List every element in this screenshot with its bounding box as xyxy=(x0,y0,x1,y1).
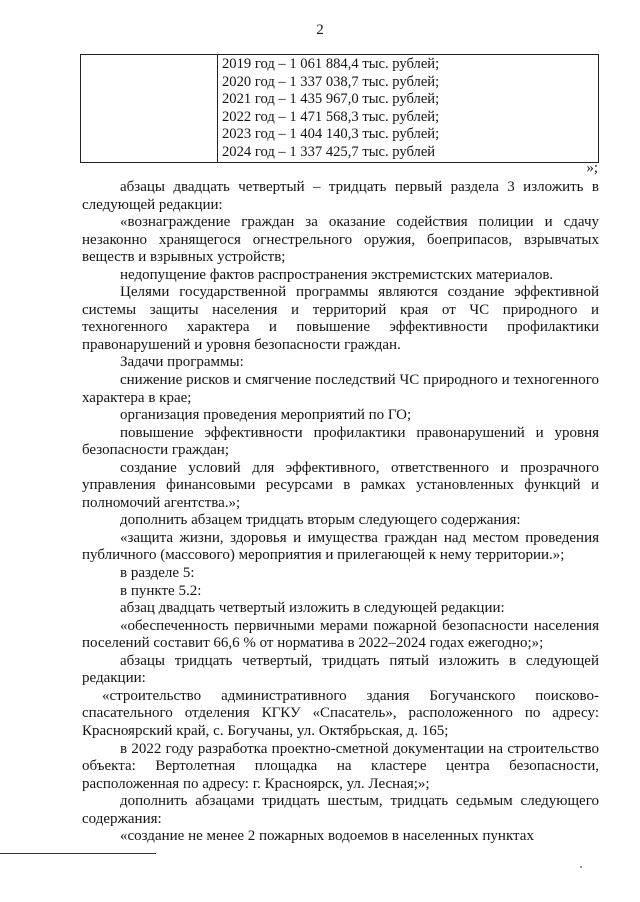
paragraph: «вознаграждение граждан за оказание содействия полиции и сдачу незаконно хранящегося огнестрельного оружия, боеприпасов, взрывчатых веществ и взрывных устройств; xyxy=(82,214,599,266)
paragraph: абзац двадцать четвертый изложить в следующей редакции: xyxy=(120,600,505,617)
paragraph: «создание не менее 2 пожарных водоемов в населенных пунктах xyxy=(120,828,534,845)
paragraph: дополнить абзацем тридцать вторым следующего содержания: xyxy=(120,512,521,529)
budget-line-2019: 2019 год – 1 061 884,4 тыс. рублей; xyxy=(222,56,440,72)
document-body xyxy=(82,179,599,846)
budget-line-2022: 2022 год – 1 471 568,3 тыс. рублей; xyxy=(222,108,440,125)
budget-line-2023: 2023 год – 1 404 140,3 тыс. рублей; xyxy=(222,126,440,143)
paragraph: абзацы двадцать четвертый – тридцать первый раздела 3 изложить в следующей редакции: xyxy=(82,179,599,213)
paragraph: организация проведения мероприятий по ГО; xyxy=(120,407,412,424)
budget-table xyxy=(80,54,599,163)
paragraph: Целями государственной программы являются создание эффективной системы защиты населения и территорий края от ЧС природного и техногенного характера и повышение эффективности профилактики правонарушений и уровня безопасности граждан. xyxy=(82,284,599,353)
budget-line-2021: 2021 год – 1 435 967,0 тыс. рублей; xyxy=(222,91,440,108)
paragraph: недопущение фактов распространения экстремистских материалов. xyxy=(120,266,554,283)
table-row xyxy=(81,55,599,163)
footnote-separator xyxy=(0,853,156,854)
paragraph: снижение рисков и смягчение последствий ЧС природного и техногенного характера в крае; xyxy=(82,372,599,406)
page-number: 2 xyxy=(316,22,324,38)
paragraph: создание условий для эффективного, ответственного и прозрачного управления финансовыми ресурсами в рамках установленных функций и полномочий агентства.»; xyxy=(82,459,599,511)
paragraph: абзацы тридцать четвертый, тридцать пятый изложить в следующей редакции: xyxy=(82,652,599,687)
budget-line-2020: 2020 год – 1 337 038,7 тыс. рублей; xyxy=(222,73,440,90)
paragraph: «защита жизни, здоровья и имущества граждан над местом проведения публичного (массового) мероприятия и прилегающей к нему территории.»; xyxy=(82,529,599,564)
scan-artifact xyxy=(580,866,582,868)
table-cell-empty xyxy=(81,55,218,163)
paragraph: повышение эффективности профилактики правонарушений и уровня безопасности граждан; xyxy=(82,424,599,459)
paragraph: в 2022 году разработка проектно-сметной документации на строительство объекта: Вертолетная площадка на кластере центра безопасности, расположенная по адресу: г. Красноярск, ул. Лесная;»; xyxy=(82,740,599,792)
budget-line-2024: 2024 год – 1 337 425,7 тыс. рублей xyxy=(222,143,436,160)
paragraph: дополнить абзацами тридцать шестым, тридцать седьмым следующего содержания: xyxy=(82,793,599,827)
paragraph: «обеспеченность первичными мерами пожарной безопасности населения поселений составит 66,6 % от норматива в 2022–2024 годах ежегодно;»; xyxy=(82,617,599,652)
table-cell-budget xyxy=(218,55,599,163)
paragraph: «строительство административного здания Богучанского поисково-спасательного отделения КГКУ «Спасатель», расположенного по адресу: Красноярский край, с. Богучаны, ул. Октябрьская, д. 165; xyxy=(82,687,599,739)
paragraph: в пункте 5.2: xyxy=(120,582,202,599)
closing-quote: »; xyxy=(586,160,598,176)
paragraph: в разделе 5: xyxy=(120,565,195,582)
paragraph: Задачи программы: xyxy=(120,354,244,371)
